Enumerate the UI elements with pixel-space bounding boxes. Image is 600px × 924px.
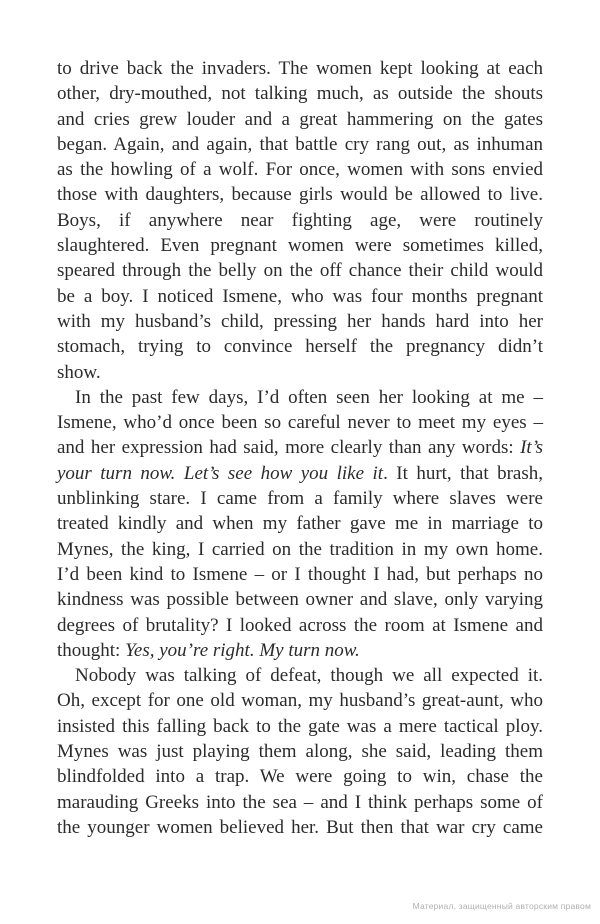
text-segment: and her expression had said, more clearly than any words: bbox=[57, 437, 521, 459]
text-line bbox=[57, 511, 543, 536]
text-line bbox=[57, 562, 543, 587]
text-block bbox=[57, 56, 543, 840]
text-line bbox=[57, 461, 543, 486]
text-segment: In the past few days, I’d often seen her looking at me – bbox=[75, 386, 543, 408]
text-segment: and cries grew louder and a great hammering on the gates bbox=[57, 108, 543, 130]
text-line bbox=[57, 688, 543, 713]
text-segment: . It hurt, that brash, bbox=[383, 462, 543, 484]
text-line bbox=[57, 334, 543, 359]
text-line bbox=[57, 107, 543, 132]
paragraph bbox=[57, 385, 543, 663]
text-line bbox=[57, 486, 543, 511]
paragraph bbox=[57, 663, 543, 840]
text-line bbox=[57, 739, 543, 764]
text-segment: Oh, except for one old woman, my husband’s great-aunt, who bbox=[57, 690, 543, 712]
text-segment: stomach, trying to convince herself the pregnancy didn’t bbox=[57, 336, 543, 358]
text-line bbox=[57, 208, 543, 233]
text-segment: other, dry-mouthed, not talking much, as outside the shouts bbox=[57, 83, 543, 105]
text-segment: as the howling of a wolf. For once, women with sons envied bbox=[57, 159, 543, 181]
text-segment: marauding Greeks into the sea – and I think perhaps some of bbox=[57, 791, 543, 813]
text-line bbox=[57, 790, 543, 815]
text-line bbox=[57, 182, 543, 207]
text-line bbox=[57, 157, 543, 182]
paragraph bbox=[57, 56, 543, 385]
text-line bbox=[57, 613, 543, 638]
copyright-watermark: Материал, защищенный авторским правом bbox=[412, 901, 591, 911]
text-line bbox=[57, 587, 543, 612]
text-line bbox=[57, 309, 543, 334]
text-line bbox=[57, 764, 543, 789]
text-line bbox=[57, 638, 543, 663]
text-segment: be a boy. I noticed Ismene, who was four months pregnant bbox=[57, 285, 543, 307]
text-line bbox=[57, 233, 543, 258]
text-segment: Nobody was talking of defeat, though we all expected it. bbox=[75, 665, 543, 687]
text-line bbox=[57, 663, 543, 688]
text-segment: insisted this falling back to the gate was a mere tactical ploy. bbox=[57, 715, 543, 737]
text-segment: the younger women believed her. But then that war cry came bbox=[57, 816, 543, 838]
text-segment: unblinking stare. I came from a family where slaves were bbox=[57, 488, 543, 510]
text-segment: kindness was possible between owner and slave, only varying bbox=[57, 589, 543, 611]
text-line bbox=[57, 360, 543, 385]
text-line bbox=[57, 284, 543, 309]
text-line bbox=[57, 410, 543, 435]
text-segment: Boys, if anywhere near fighting age, were routinely bbox=[57, 209, 543, 231]
text-line bbox=[57, 714, 543, 739]
text-line bbox=[57, 815, 543, 840]
text-segment: Mynes was just playing them along, she said, leading them bbox=[57, 741, 543, 763]
text-segment: those with daughters, because girls would be allowed to live. bbox=[57, 184, 543, 206]
text-segment: blindfolded into a trap. We were going to win, chase the bbox=[57, 766, 543, 788]
text-segment: slaughtered. Even pregnant women were sometimes killed, bbox=[57, 235, 543, 257]
text-line bbox=[57, 258, 543, 283]
text-segment: thought: bbox=[57, 639, 126, 661]
text-segment: speared through the belly on the off chance their child would bbox=[57, 260, 543, 282]
text-segment: Ismene, who’d once been so careful never to meet my eyes – bbox=[57, 412, 543, 434]
text-line bbox=[57, 435, 543, 460]
text-segment: I’d been kind to Ismene – or I thought I had, but perhaps no bbox=[57, 563, 543, 585]
text-line bbox=[57, 81, 543, 106]
text-line bbox=[57, 56, 543, 81]
text-segment: show. bbox=[57, 361, 101, 383]
text-segment: degrees of brutality? I looked across the room at Ismene and bbox=[57, 614, 543, 636]
text-segment: to drive back the invaders. The women kept looking at each bbox=[57, 58, 543, 79]
italic-text-segment: Yes, you’re right. My turn now. bbox=[125, 639, 360, 661]
italic-text-segment: It’s bbox=[520, 437, 543, 459]
text-segment: began. Again, and again, that battle cry rang out, as inhuman bbox=[57, 133, 543, 155]
text-line bbox=[57, 132, 543, 157]
text-segment: with my husband’s child, pressing her hands hard into her bbox=[57, 310, 543, 332]
text-segment: treated kindly and when my father gave me in marriage to bbox=[57, 513, 543, 535]
italic-text-segment: your turn now. Let’s see how you like it bbox=[57, 462, 384, 484]
text-line bbox=[57, 385, 543, 410]
text-line bbox=[57, 537, 543, 562]
text-segment: Mynes, the king, I carried on the tradition in my own home. bbox=[57, 538, 543, 560]
